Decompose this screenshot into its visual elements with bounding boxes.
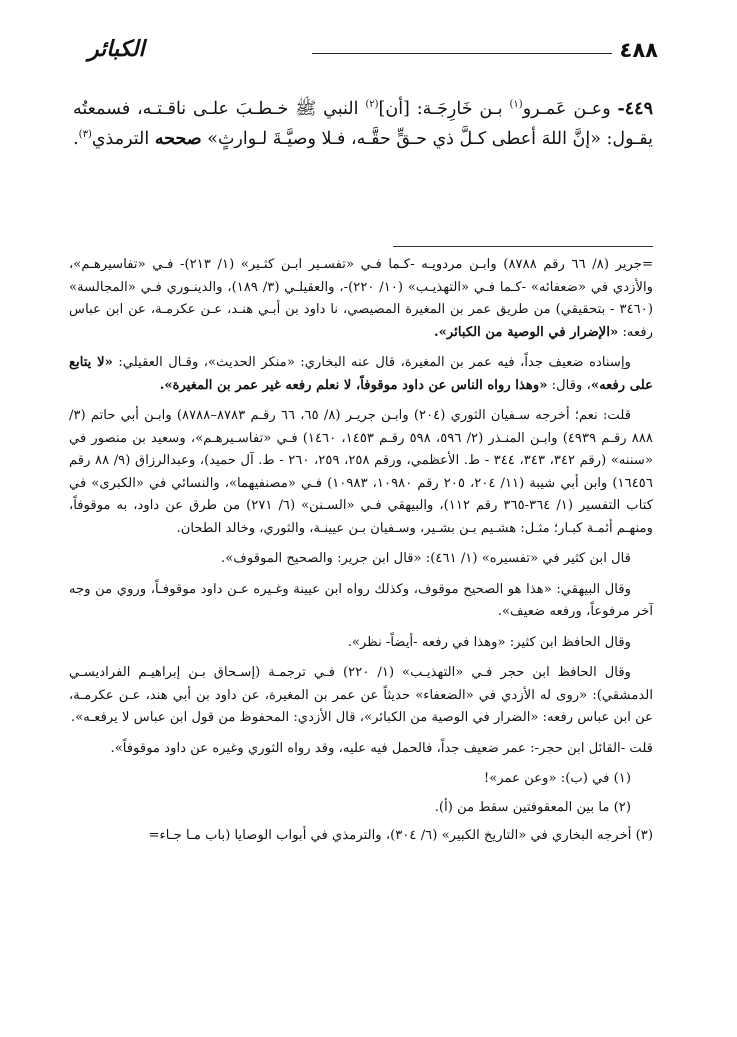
- note-paragraph: [69, 254, 653, 344]
- note-paragraph: وقال الحافظ ابن حجر فـي «التهذيـب» (١/ ٢٢٠) فـي ترجمـة (إسـحاق بـن إبراهيـم الفراديسـي الدمشقي): «روى له الأزدي في «الضعفاء» حديثاً عن عمر بن المغيرة، عن داود بن أبي هند، عـن عكرمـة، عن ابن عباس رفعه: «الضرار في الوصية من الكبائر»، قال الأزدي: المحفوظ من قول ابن عباس لا يرفعـه».: [69, 665, 653, 725]
- header-rule: [312, 53, 612, 54]
- hadith-grade: صححه: [154, 129, 202, 149]
- note-bold-text: «وهذا رواه الناس عن داود موقوفاً، لا نعلم رفعه غير عمر بن المغيرة».: [159, 377, 548, 393]
- hadith-text-part4: الترمذي: [91, 129, 150, 149]
- page-header: [70, 34, 670, 74]
- note-text: =جرير (٨/ ٦٦ رقم ٨٧٨٨) وابـن مردويـه -كـما فـي «تفسـير ابـن كثـير» (١/ ٢١٣)- فـي «تفاسيرهـم»، والأزدي في «ضعفائه» -كـما فـي «التهذيـب» (١٠/ ٢٢٠)-، والعقيلـي (٣/ ١٨٩)، والدينـوري فـي «المجالسة» (٣٤٦٠ - بتحقيقي) من طريق عمر بن المغيرة المصيصي، نا داود بن أبـي هنـد، عـن عكرمـة، عن ابن عباس رفعه:: [69, 257, 654, 340]
- note-bold-text: «لا يتابع على رفعه»: [69, 355, 653, 393]
- footnote-ref-2: (٢): [365, 99, 379, 111]
- hadith-text-part3: النبي ﷺ خـطـبَ علـى ناقـتـه، فسمعتُه يقـول: «إنَّ اللهَ أعطى كـلَّ ذي حـقٍّ حقَّـه، فـلا وصيَّـةَ لـوارثٍ»: [73, 99, 653, 149]
- hadith-text-part1: وعـن عَمـرو: [522, 99, 611, 119]
- book-title: الكبائر: [88, 36, 145, 62]
- note-bold-text: «الإضرار في الوصية من الكبائر».: [434, 324, 619, 340]
- note-paragraph: قلت: نعم؛ أخرجه سـفيان الثوري (٢٠٤) وابـن جريـر (٨/ ٦٥، ٦٦ رقـم ٨٧٨٣–٨٧٨٨) وابـن أبي حاتم (٣/ ٨٨٨ رقـم ٤٩٣٩) وابـن المنـذر (٢/ ٥٩٦، ٥٩٨ رقـم ١٤٥٣، ١٤٦٠) فـي «تفاسـيرهـم»، وسعيد بن منصور في «سننه» (رقم ٣٤٢، ٣٤٣، ٣٤٤ - ط. الأعظمي، ورقم ٢٥٨، ٢٥٩، ٢٦٠ - ط. آل حميد)، وعبدالرزاق (٩/ ٨٨ رقم ١٦٤٥٦) وابن أبي شيبة (١١/ ٢٠٤، ٢٠٥ رقم ١٠٩٨٠، ١٠٩٨٣) فـي «مصنفيهما»، والنسائي في «الكبرى» في كتاب التفسير (١/ ٣٦٤-٣٦٥ رقم ١١٢)، والبيهقي فـي «السـنن» (٦/ ٢٧١) من طرق عن داود، به موقوفاً، ومنهـم أئمـة كبـار؛ مثـل: هشـيم بـن بشـير، وسـفيان بـن عيينـة، والثوري، وخالد الطحان.: [69, 408, 654, 536]
- note-paragraph: وقال البيهقي: «هذا هو الصحيح موقوف، وكذلك رواه ابن عيينة وغـيره عـن داود موقوفـاً، وروي من وجه آخر مرفوعاً، ورفعه ضعيف».: [69, 581, 653, 619]
- hadith-number: ٤٤٩-: [617, 99, 653, 119]
- note-paragraph: قلت -القائل ابن حجر-: عمر ضعيف جداً، فالحمل فيه عليه، وقد رواه الثوري وغيره عن داود موقوفاً».: [110, 740, 653, 756]
- note-text: ، وقال:: [551, 377, 591, 393]
- note-paragraph: [69, 352, 653, 397]
- page-number: ٤٨٨: [619, 38, 658, 62]
- footnote-3: (٣) أخرجه البخاري في «التاريخ الكبير» (٦/ ٣٠٤)، والترمذي في أبواب الوصايا (باب مـا جـاء=: [148, 828, 653, 843]
- hadith-end: .: [73, 129, 79, 149]
- note-text: وإسناده ضعيف جداً، فيه عمر بن المغيرة، قال عنه البخاري: «منكر الحديث»، وقـال العقيلي:: [118, 355, 631, 370]
- note-paragraph: وقال الحافظ ابن كثير: «وهذا في رفعه -أيضاً- نظر».: [347, 634, 631, 650]
- footnote-ref-1: (١): [509, 99, 523, 111]
- footnote-1: (١) في (ب): «وعن عمر»!: [483, 771, 631, 786]
- note-paragraph: قال ابن كثير في «تفسيره» (١/ ٤٦١): «قال ابن جرير: والصحيح الموقوف».: [221, 551, 631, 566]
- footnote-2: (٢) ما بين المعقوفتين سقط من (أ).: [434, 799, 631, 815]
- footnote-divider: [393, 246, 653, 247]
- hadith-text-part2: بـن خَارِجَـة: [أن]: [378, 99, 503, 119]
- footnote-ref-3: (٣): [78, 129, 92, 141]
- hadith-text: [73, 94, 653, 154]
- footnotes: [69, 254, 653, 856]
